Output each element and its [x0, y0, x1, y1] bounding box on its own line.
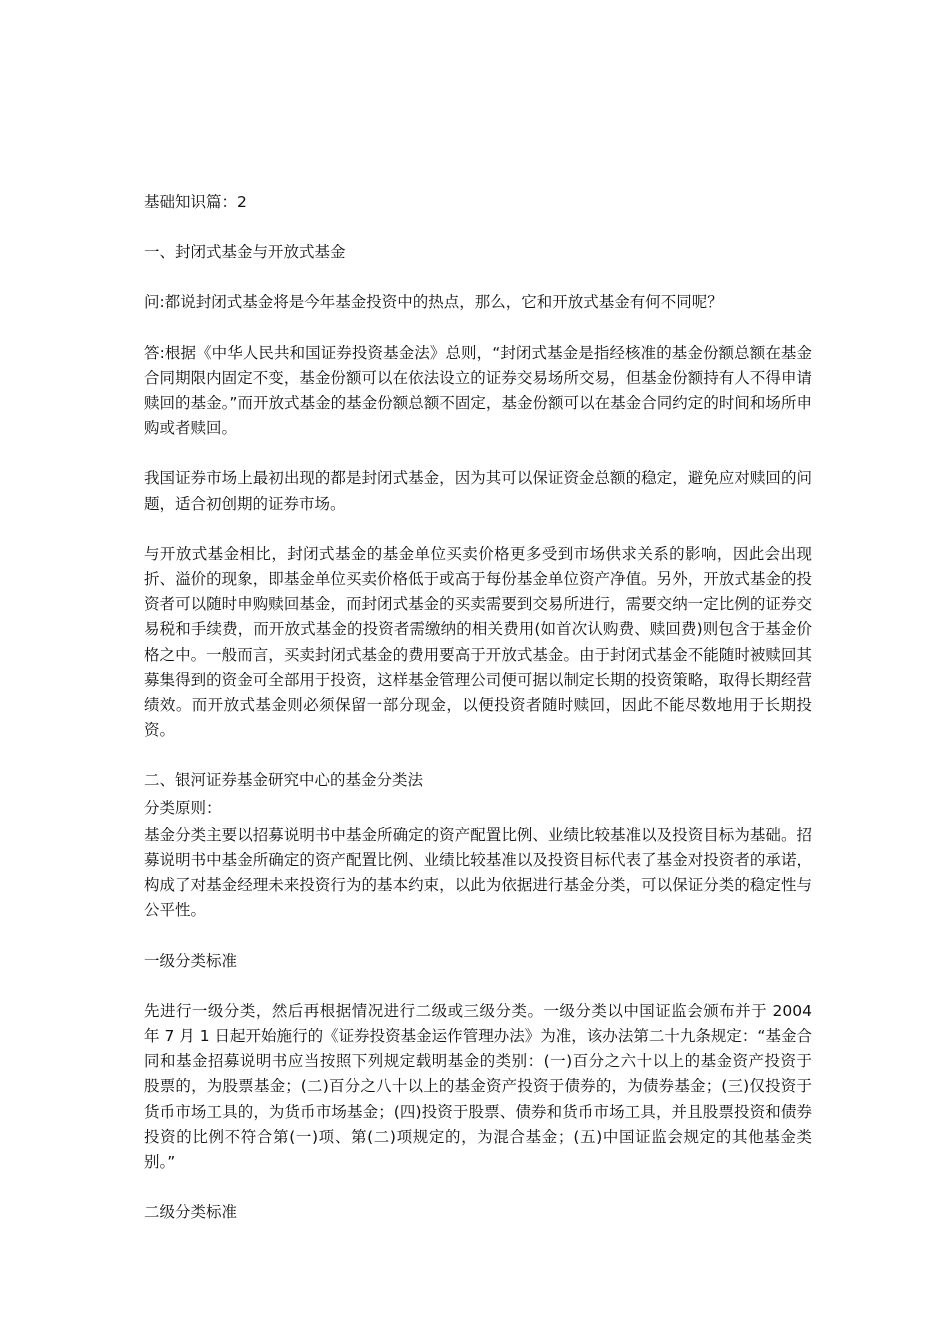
- china-market-paragraph: 我国证券市场上最初出现的都是封闭式基金，因为其可以保证资金总额的稳定，避免应对赎回的问题，适合初创期的证券市场。: [144, 469, 812, 513]
- section-title-closed-vs-open: 一、封闭式基金与开放式基金: [144, 243, 346, 262]
- principle-label: 分类原则：: [144, 798, 222, 817]
- comparison-paragraph: 与开放式基金相比，封闭式基金的基金单位买卖价格更多受到市场供求关系的影响，因此会出现折、溢价的现象，即基金单位买卖价格低于或高于每份基金单位资产净值。另外，开放式基金的投资者可以随时申购赎回基金，而封闭式基金的买卖需要到交易所进行，需要交纳一定比例的证券交易税和手续费，而开放式基金的投资者需缴纳的相关费用(如首次认购费、赎回费)则包含于基金价格之中。一般而言，买卖封闭式基金的费用要高于开放式基金。由于封闭式基金不能随时被赎回其募集得到的资金可全部用于投资，这样基金管理公司便可据以制定长期的投资策略，取得长期经营绩效。而开放式基金则必须保留一部分现金，以便投资者随时赎回，因此不能尽数地用于长期投资。: [144, 544, 812, 740]
- question-paragraph: 问:都说封闭式基金将是今年基金投资中的热点，那么，它和开放式基金有何不同呢？: [144, 293, 723, 312]
- document-page: [144, 190, 812, 1226]
- principle-paragraph: 基金分类主要以招募说明书中基金所确定的资产配置比例、业绩比较基准以及投资目标为基础。招募说明书中基金所确定的资产配置比例、业绩比较基准以及投资目标代表了基金对投资者的承诺，构成了对基金经理未来投资行为的基本约束，以此为依据进行基金分类，可以保证分类的稳定性与公平性。: [144, 825, 812, 920]
- level1-paragraph: 先进行一级分类，然后再根据情况进行二级或三级分类。一级分类以中国证监会颁布并于 2004 年 7 月 1 日起开始施行的《证券投资基金运作管理办法》为准，该办法第二十九条规定：“基金合同和基金招募说明书应当按照下列规定载明基金的类别：(一)百分之六十以上的基金资产投资于 股票的，为股票基金；(二)百分之八十以上的基金资产投资于债券的，为债券基金；(三)仅投资于货币市场工具的，为货币市场基金；(四)投资于股票、债券和货币市场工具，并且股票投资和债券投资的比例不符合第(一)项、第(二)项规定的，为混合基金；(五)中国证监会规定的其他基金类别。”: [144, 1001, 812, 1172]
- answer-paragraph: 答:根据《中华人民共和国证券投资基金法》总则，“封闭式基金是指经核准的基金份额总额在基金合同期限内固定不变，基金份额可以在依法设立的证券交易场所交易，但基金份额持有人不得申请赎回的基金。”而开放式基金的基金份额总额不固定，基金份额可以在基金合同约定的时间和场所申购或者赎回。: [144, 343, 812, 438]
- section-title-classification: 二、银河证券基金研究中心的基金分类法: [144, 771, 424, 790]
- level1-title: 一级分类标准: [144, 951, 238, 970]
- level2-title: 二级分类标准: [144, 1203, 238, 1222]
- document-header: 基础知识篇：2: [144, 193, 247, 211]
